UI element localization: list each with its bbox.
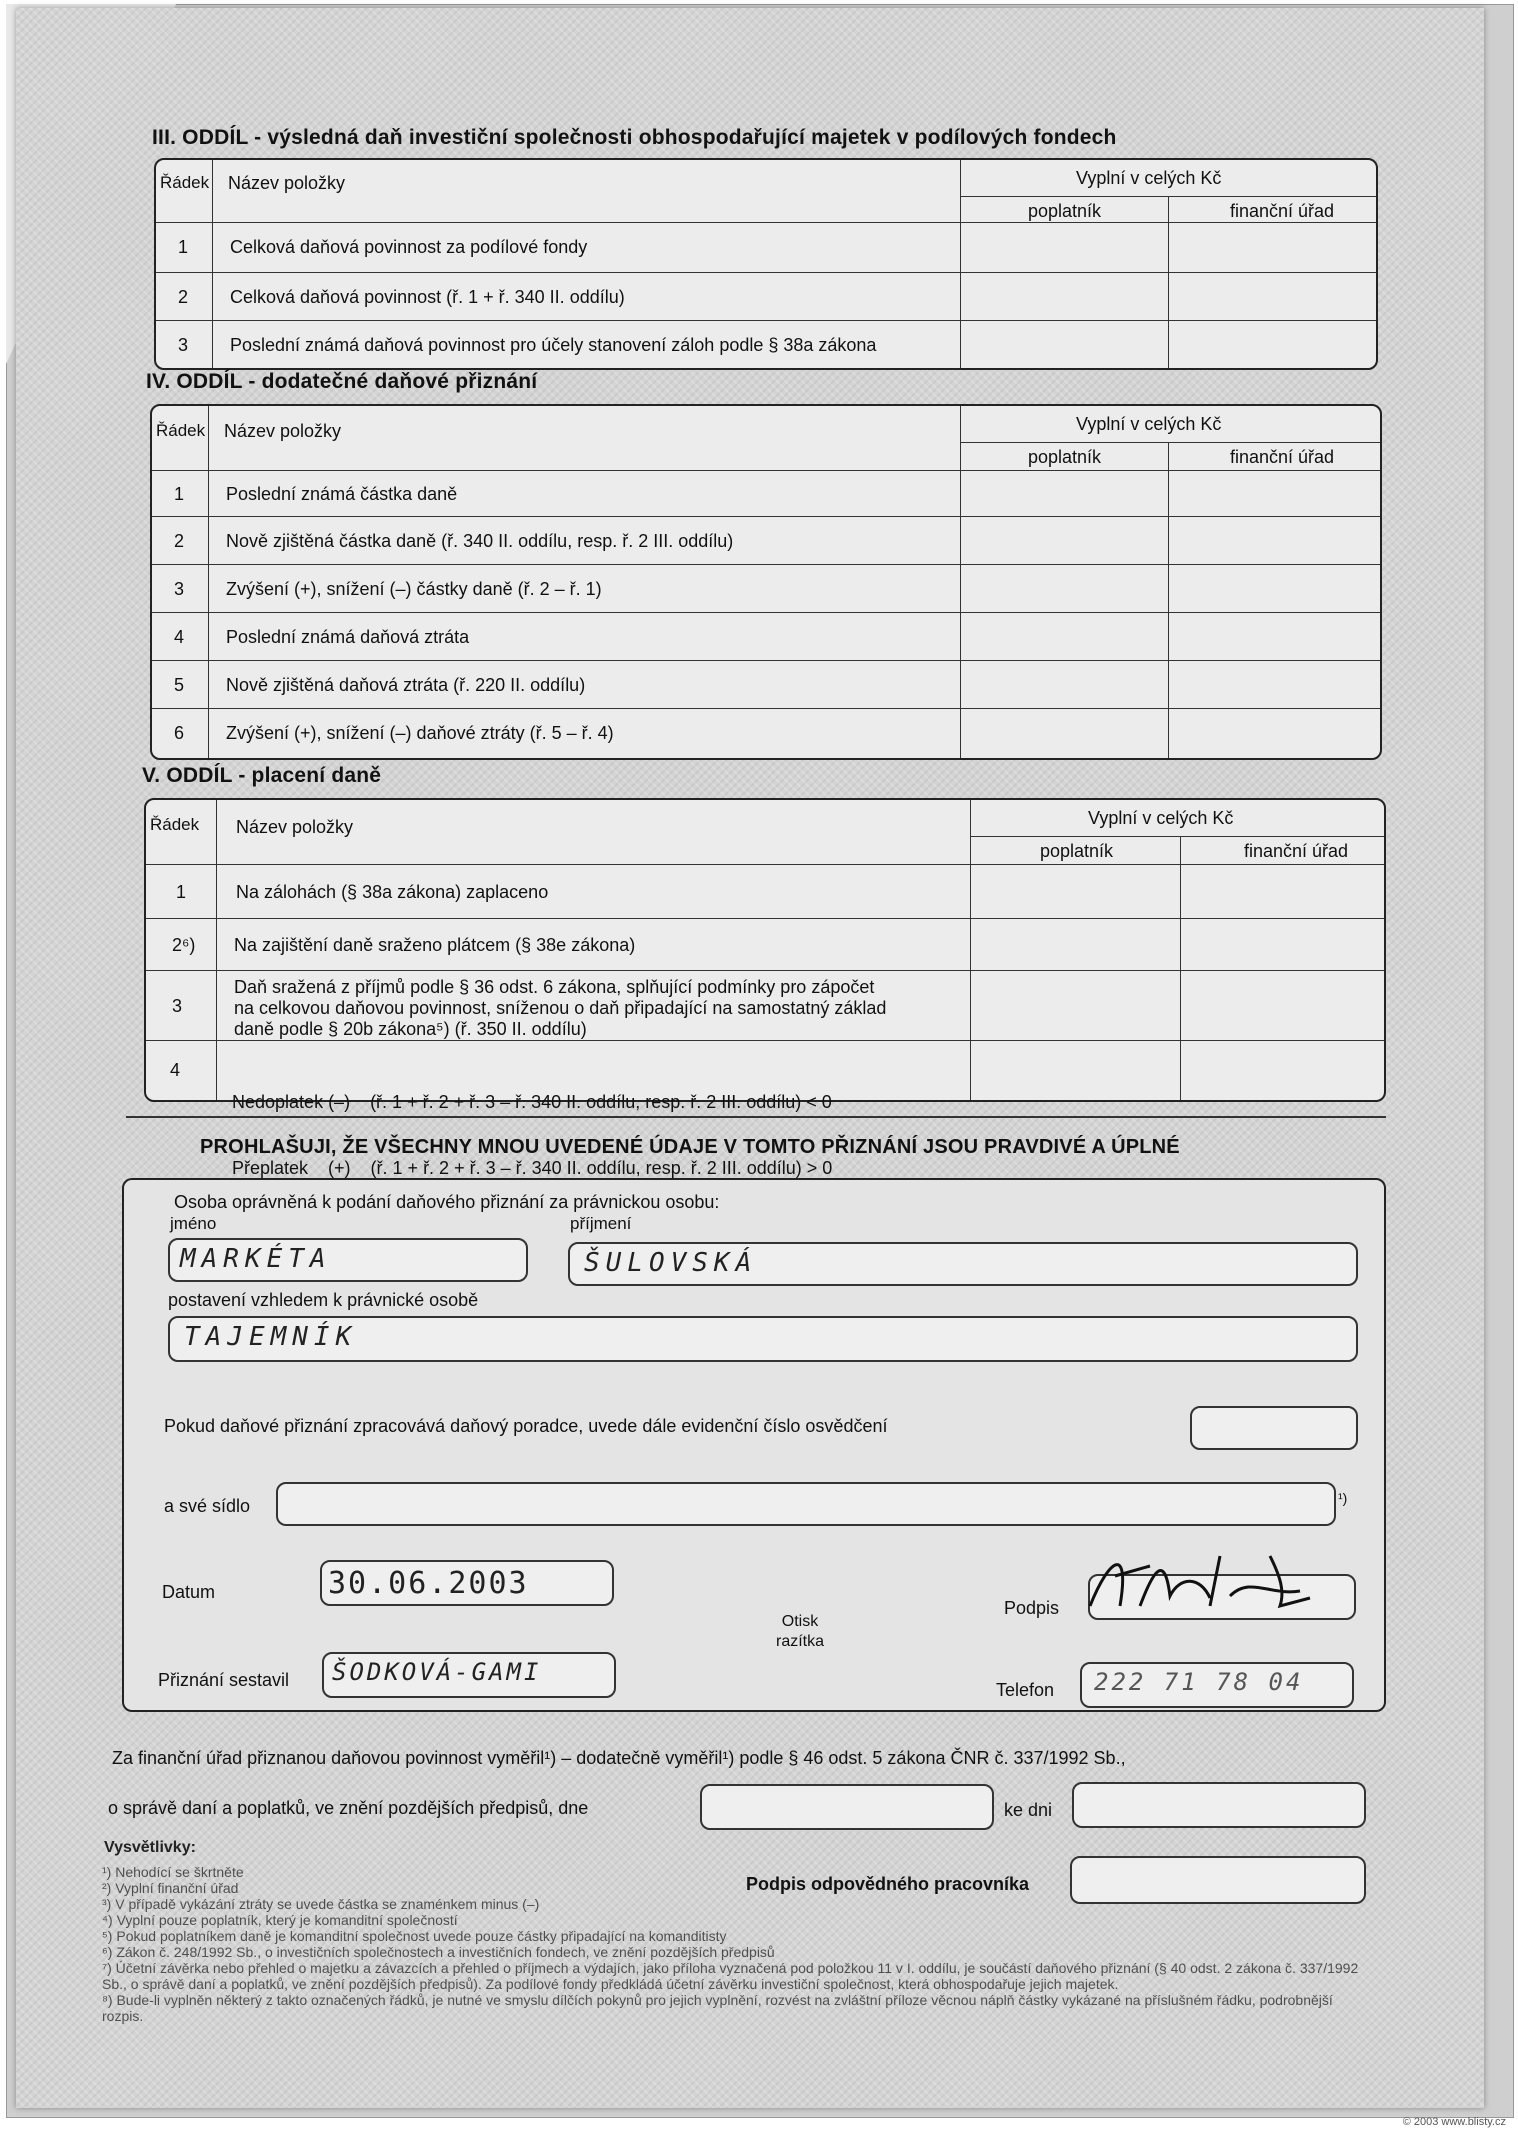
- sidlo-label: a své sídlo: [164, 1496, 251, 1516]
- podpis-label: Podpis: [1004, 1598, 1060, 1618]
- header-radek: Řádek: [160, 173, 210, 192]
- header-nazev: Název položky: [228, 172, 346, 193]
- header-vyplni: Vyplní v celých Kč: [1076, 413, 1222, 434]
- header-urad: finanční úřad: [1230, 200, 1335, 221]
- header-nazev: Název položky: [224, 420, 342, 441]
- otisk-razitka: Otisk razítka: [776, 1613, 825, 1650]
- prijmeni-label: příjmení: [570, 1214, 632, 1233]
- datum-label: Datum: [162, 1582, 216, 1602]
- note-item: ¹) Nehodící se škrtněte: [102, 1864, 244, 1880]
- jmeno-field[interactable]: MARKÉTA: [168, 1238, 528, 1282]
- note-item: ⁶) Zákon č. 248/1992 Sb., o investičních společnostech a investičních fondech, ve znění pozdějších předpisů: [102, 1944, 775, 1960]
- office-line2: o správě daní a poplatků, ve znění pozdějších předpisů, dne: [108, 1798, 589, 1818]
- office-line1: Za finanční úřad přiznanou daňovou povinnost vyměřil¹) – dodatečně vyměřil¹) podle § 46 odst. 5 zákona ČNR č. 337/1992 Sb.,: [112, 1748, 1126, 1768]
- table-row: 3 Zvýšení (+), snížení (–) částky daně (ř. 2 – ř. 1): [152, 564, 1380, 613]
- table-row: 5 Nově zjištěná daňová ztráta (ř. 220 II. oddílu): [152, 660, 1380, 709]
- table-row: 4 Poslední známá daňová ztráta: [152, 612, 1380, 661]
- header-poplatnik: poplatník: [1028, 200, 1102, 221]
- table-row: 2 Nově zjištěná částka daně (ř. 340 II. oddílu, resp. ř. 2 III. oddílu): [152, 516, 1380, 565]
- osvedceni-field[interactable]: [1190, 1406, 1358, 1450]
- note-item: ⁸) Bude-li vyplněn některý z takto označených řádků, je nutné ve smyslu dílčích pokynů pro jejich vyplnění, rozvést na zvláštní příloze věcnou náplň částky vykázané na příslušném řádku, podrobnější rozpis.: [102, 1992, 1333, 2024]
- header-vyplni: Vyplní v celých Kč: [1088, 807, 1234, 828]
- header-urad: finanční úřad: [1244, 840, 1349, 861]
- section5-title: V. ODDÍL - placení daně: [142, 764, 382, 787]
- signer-panel: Osoba oprávněná k podání daňového přiznání za právnickou osobu: jméno MARKÉTA příjmení ŠULOVSKÁ postavení vzhledem k právnické osobě TAJEMNÍK Pokud daňové přiznání zpracovává daňový poradce, uvede dále evidenční číslo osvědčení a své sídlo ¹) Datum 30.06.2003 Otisk razítka Podpis Přiznání sestavil ŠODKOVÁ-GAMI Telefon 222 71 78 04: [122, 1178, 1386, 1712]
- notes-list: [102, 1864, 1372, 2024]
- notes-title: Vysvětlivky:: [104, 1839, 196, 1856]
- note-item: ³) V případě vykázání ztráty se uvede částka se znaménkem minus (–): [102, 1896, 540, 1912]
- table-row: 4 Nedoplatek (–) (ř. 1 + ř. 2 + ř. 3 – ř. 340 II. oddílu, resp. ř. 2 III. oddílu) < 0 Přeplatek (+) (ř. 1 + ř. 2 + ř. 3 – ř. 340 II. oddílu, resp. ř. 2 III. oddílu) > 0: [146, 1040, 1384, 1099]
- table-row: 1 Celková daňová povinnost za podílové fondy: [156, 222, 1376, 271]
- note-item: ⁵) Pokud poplatníkem daně je komanditní společnost uvede pouze částky připadající na komanditisty: [102, 1928, 727, 1944]
- vymereno-dne-field[interactable]: [700, 1784, 994, 1830]
- header-radek: Řádek: [150, 815, 200, 834]
- podpis-pracovnika-label: Podpis odpovědného pracovníka: [746, 1874, 1030, 1894]
- header-radek: Řádek: [156, 421, 206, 440]
- table-row: 3 Daň sražená z příjmů podle § 36 odst. 6 zákona, splňující podmínky pro zápočet na celkovou daňovou povinnost, sníženou o daň připadající na samostatný základ daně podle § 20b zákona⁵) (ř. 350 II. oddílu): [146, 970, 1384, 1041]
- header-urad: finanční úřad: [1230, 446, 1335, 467]
- header-poplatnik: poplatník: [1028, 446, 1102, 467]
- section4-title: IV. ODDÍL - dodatečné daňové přiznání: [146, 370, 538, 393]
- section3-table: [154, 158, 1378, 370]
- prijmeni-field[interactable]: ŠULOVSKÁ: [568, 1242, 1358, 1286]
- telefon-field[interactable]: 222 71 78 04: [1080, 1662, 1354, 1708]
- postaveni-label: postavení vzhledem k právnické osobě: [168, 1290, 479, 1310]
- section3-title: III. ODDÍL - výsledná daň investiční společnosti obhospodařující majetek v podílových fondech: [152, 126, 1117, 149]
- table-row: 1 Na zálohách (§ 38a zákona) zaplaceno: [146, 864, 1384, 919]
- table-row: 2⁶) Na zajištění daně sraženo plátcem (§ 38e zákona): [146, 918, 1384, 971]
- header-vyplni: Vyplní v celých Kč: [1076, 167, 1222, 188]
- header-poplatnik: poplatník: [1040, 840, 1114, 861]
- form-sheet: [16, 8, 1484, 2108]
- table-row: 2 Celková daňová povinnost (ř. 1 + ř. 340 II. oddílu): [156, 272, 1376, 321]
- sestavil-label: Přiznání sestavil: [158, 1670, 290, 1690]
- jmeno-label: jméno: [170, 1214, 217, 1233]
- section4-table: [150, 404, 1382, 760]
- sidlo-field[interactable]: [276, 1482, 1336, 1526]
- postaveni-field[interactable]: TAJEMNÍK: [168, 1316, 1358, 1362]
- podpis-field[interactable]: [1088, 1574, 1356, 1620]
- table-row: 1 Poslední známá částka daně: [152, 470, 1380, 517]
- signer-intro: Osoba oprávněná k podání daňového přiznání za právnickou osobu:: [174, 1192, 720, 1212]
- poradce-label: Pokud daňové přiznání zpracovává daňový poradce, uvede dále evidenční číslo osvědčení: [164, 1416, 888, 1436]
- telefon-label: Telefon: [996, 1680, 1055, 1700]
- note-item: ⁷) Účetní závěrka nebo přehled o majetku a závazcích a přehled o příjmech a výdajích, jako příloha vyznačená pod položkou 11 v I. oddílu, je součástí daňového přiznání (§ 40 odst. 2 zákona č. 337/1992 Sb., o správě daní a poplatků, ve znění pozdějších předpisů). Za podílové fondy předkládá účetní závěrku investiční společnost, která obhospodařuje jejich majetek.: [102, 1960, 1359, 1992]
- datum-field[interactable]: 30.06.2003: [320, 1560, 614, 1606]
- header-nazev: Název položky: [236, 816, 354, 837]
- sestavil-field[interactable]: ŠODKOVÁ-GAMI: [322, 1652, 616, 1698]
- watermark: © 2003 www.blisty.cz: [1402, 2116, 1506, 2128]
- table-row: 3 Poslední známá daňová povinnost pro účely stanovení záloh podle § 38a zákona: [156, 320, 1376, 369]
- ke-dni-field[interactable]: [1072, 1782, 1366, 1828]
- note-item: ⁴) Vyplní pouze poplatník, který je komanditní společností: [102, 1912, 458, 1928]
- signature-image: [1070, 1536, 1370, 1626]
- note-item: ²) Vyplní finanční úřad: [102, 1880, 239, 1896]
- ke-dni-label: ke dni: [1004, 1800, 1053, 1820]
- declaration: PROHLAŠUJI, ŽE VŠECHNY MNOU UVEDENÉ ÚDAJE V TOMTO PŘIZNÁNÍ JSOU PRAVDIVÉ A ÚPLNÉ: [200, 1136, 1180, 1158]
- table-row: 6 Zvýšení (+), snížení (–) daňové ztráty (ř. 5 – ř. 4): [152, 708, 1380, 757]
